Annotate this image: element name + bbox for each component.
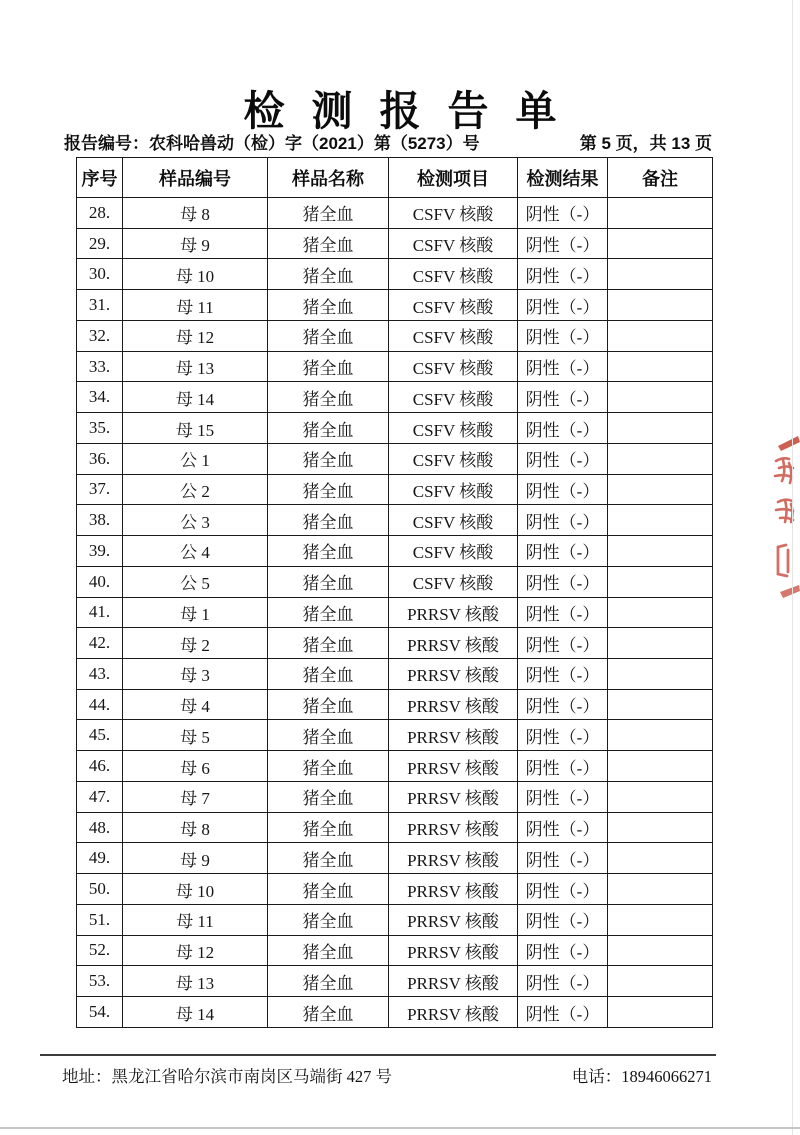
table-cell-sample-name: 猪全血 (268, 874, 389, 905)
column-header-index: 序号 (77, 158, 123, 198)
table-cell-remark (608, 382, 713, 413)
pagination: 第 5 页，共 13 页 (579, 134, 712, 153)
table-cell-index: 51. (77, 904, 123, 935)
table-row (77, 597, 713, 628)
table-cell-sample-id: 母 11 (123, 904, 268, 935)
table-cell-sample-name: 猪全血 (268, 536, 389, 567)
table-cell-remark (608, 536, 713, 567)
table-cell-test-result: 阴性（-） (518, 413, 608, 444)
table-cell-test-item: PRRSV 核酸 (389, 966, 518, 997)
table-cell-sample-name: 猪全血 (268, 413, 389, 444)
table-row (77, 904, 713, 935)
table-cell-sample-name: 猪全血 (268, 751, 389, 782)
table-cell-test-result: 阴性（-） (518, 812, 608, 843)
table-cell-index: 31. (77, 290, 123, 321)
table-row (77, 751, 713, 782)
table-cell-remark (608, 259, 713, 290)
table-cell-remark (608, 720, 713, 751)
table-cell-test-item: CSFV 核酸 (389, 290, 518, 321)
table-cell-sample-id: 母 10 (123, 874, 268, 905)
table-row (77, 290, 713, 321)
table-cell-test-result: 阴性（-） (518, 751, 608, 782)
scan-edge-line-bottom (0, 1127, 800, 1129)
table-cell-test-item: CSFV 核酸 (389, 228, 518, 259)
table-cell-test-item: PRRSV 核酸 (389, 689, 518, 720)
table-cell-remark (608, 228, 713, 259)
table-cell-test-result: 阴性（-） (518, 382, 608, 413)
table-cell-remark (608, 966, 713, 997)
table-cell-index: 32. (77, 320, 123, 351)
table-cell-test-result: 阴性（-） (518, 198, 608, 229)
table-cell-sample-id: 母 10 (123, 259, 268, 290)
table-cell-sample-name: 猪全血 (268, 290, 389, 321)
table-cell-sample-name: 猪全血 (268, 320, 389, 351)
table-row (77, 351, 713, 382)
table-cell-index: 45. (77, 720, 123, 751)
table-cell-sample-id: 母 3 (123, 659, 268, 690)
table-row (77, 505, 713, 536)
table-cell-index: 54. (77, 997, 123, 1028)
table-cell-test-result: 阴性（-） (518, 443, 608, 474)
table-cell-sample-id: 母 15 (123, 413, 268, 444)
table-cell-test-result: 阴性（-） (518, 259, 608, 290)
table-row (77, 566, 713, 597)
table-row (77, 628, 713, 659)
table-cell-remark (608, 751, 713, 782)
table-cell-remark (608, 290, 713, 321)
table-cell-sample-id: 母 8 (123, 198, 268, 229)
table-cell-test-result: 阴性（-） (518, 659, 608, 690)
table-cell-remark (608, 628, 713, 659)
table-cell-sample-name: 猪全血 (268, 904, 389, 935)
table-row (77, 997, 713, 1028)
table-cell-sample-name: 猪全血 (268, 843, 389, 874)
table-cell-remark (608, 997, 713, 1028)
table-row (77, 966, 713, 997)
table-cell-sample-id: 公 3 (123, 505, 268, 536)
table-cell-test-item: PRRSV 核酸 (389, 843, 518, 874)
table-cell-remark (608, 812, 713, 843)
table-row (77, 536, 713, 567)
table-cell-index: 30. (77, 259, 123, 290)
table-cell-remark (608, 413, 713, 444)
table-cell-sample-id: 母 5 (123, 720, 268, 751)
table-row (77, 843, 713, 874)
table-cell-sample-name: 猪全血 (268, 597, 389, 628)
table-cell-test-item: PRRSV 核酸 (389, 997, 518, 1028)
table-cell-remark (608, 320, 713, 351)
table-header (77, 158, 713, 198)
table-cell-remark (608, 904, 713, 935)
table-cell-test-item: PRRSV 核酸 (389, 628, 518, 659)
table-cell-sample-id: 母 9 (123, 228, 268, 259)
table-cell-index: 53. (77, 966, 123, 997)
table-cell-index: 47. (77, 781, 123, 812)
table-cell-test-item: CSFV 核酸 (389, 198, 518, 229)
table-cell-sample-name: 猪全血 (268, 474, 389, 505)
table-cell-test-item: PRRSV 核酸 (389, 812, 518, 843)
table-cell-test-item: PRRSV 核酸 (389, 720, 518, 751)
table-cell-sample-name: 猪全血 (268, 351, 389, 382)
table-cell-sample-id: 母 12 (123, 935, 268, 966)
table-cell-test-result: 阴性（-） (518, 935, 608, 966)
table-row (77, 720, 713, 751)
table-cell-sample-id: 公 1 (123, 443, 268, 474)
table-cell-test-result: 阴性（-） (518, 536, 608, 567)
table-cell-test-result: 阴性（-） (518, 320, 608, 351)
table-cell-sample-id: 母 13 (123, 351, 268, 382)
table-row (77, 812, 713, 843)
table-row (77, 689, 713, 720)
table-cell-test-result: 阴性（-） (518, 474, 608, 505)
red-seal-strokes (766, 430, 800, 605)
column-header-sample-id: 样品编号 (123, 158, 268, 198)
table-cell-sample-name: 猪全血 (268, 228, 389, 259)
table-cell-test-item: CSFV 核酸 (389, 536, 518, 567)
table-cell-index: 50. (77, 874, 123, 905)
table-cell-sample-id: 母 12 (123, 320, 268, 351)
table-cell-test-result: 阴性（-） (518, 228, 608, 259)
table-cell-sample-id: 母 11 (123, 290, 268, 321)
table-cell-sample-id: 母 2 (123, 628, 268, 659)
column-header-test-item: 检测项目 (389, 158, 518, 198)
table-cell-test-result: 阴性（-） (518, 781, 608, 812)
table-cell-test-result: 阴性（-） (518, 720, 608, 751)
table-cell-test-result: 阴性（-） (518, 566, 608, 597)
table-cell-test-result: 阴性（-） (518, 290, 608, 321)
table-cell-remark (608, 874, 713, 905)
table-cell-sample-id: 母 6 (123, 751, 268, 782)
table-row (77, 781, 713, 812)
table-cell-index: 40. (77, 566, 123, 597)
table-cell-index: 28. (77, 198, 123, 229)
table-cell-remark (608, 935, 713, 966)
table-cell-test-result: 阴性（-） (518, 874, 608, 905)
table-cell-index: 44. (77, 689, 123, 720)
table-cell-index: 49. (77, 843, 123, 874)
table-row (77, 259, 713, 290)
table-cell-index: 36. (77, 443, 123, 474)
table-cell-test-item: PRRSV 核酸 (389, 904, 518, 935)
table-cell-test-item: CSFV 核酸 (389, 259, 518, 290)
table-cell-sample-id: 母 14 (123, 997, 268, 1028)
table-cell-test-result: 阴性（-） (518, 628, 608, 659)
table-cell-sample-name: 猪全血 (268, 812, 389, 843)
table-cell-sample-name: 猪全血 (268, 628, 389, 659)
table-cell-sample-name: 猪全血 (268, 198, 389, 229)
table-row (77, 413, 713, 444)
table-body (77, 198, 713, 1028)
table-cell-test-item: PRRSV 核酸 (389, 935, 518, 966)
table-row (77, 320, 713, 351)
table-cell-sample-id: 母 4 (123, 689, 268, 720)
table-cell-test-result: 阴性（-） (518, 351, 608, 382)
red-seal-fragment (766, 430, 800, 605)
table-cell-remark (608, 198, 713, 229)
table-cell-sample-name: 猪全血 (268, 259, 389, 290)
table-cell-sample-id: 公 2 (123, 474, 268, 505)
table-cell-test-result: 阴性（-） (518, 689, 608, 720)
table-cell-test-item: PRRSV 核酸 (389, 751, 518, 782)
footer-divider (40, 1054, 716, 1056)
table-row (77, 935, 713, 966)
table-cell-index: 43. (77, 659, 123, 690)
column-header-sample-name: 样品名称 (268, 158, 389, 198)
table-cell-test-item: CSFV 核酸 (389, 474, 518, 505)
table-cell-index: 37. (77, 474, 123, 505)
table-cell-test-result: 阴性（-） (518, 904, 608, 935)
table-cell-sample-id: 母 13 (123, 966, 268, 997)
table-cell-sample-id: 母 14 (123, 382, 268, 413)
scan-edge-line-right (792, 0, 793, 1135)
table-cell-sample-name: 猪全血 (268, 966, 389, 997)
table-cell-remark (608, 781, 713, 812)
table-cell-sample-name: 猪全血 (268, 935, 389, 966)
column-header-test-result: 检测结果 (518, 158, 608, 198)
table-cell-remark (608, 843, 713, 874)
table-header-row (77, 158, 713, 198)
table-cell-sample-id: 公 4 (123, 536, 268, 567)
table-cell-test-item: CSFV 核酸 (389, 382, 518, 413)
table-cell-remark (608, 659, 713, 690)
table-cell-index: 33. (77, 351, 123, 382)
table-cell-sample-name: 猪全血 (268, 659, 389, 690)
table-cell-sample-name: 猪全血 (268, 997, 389, 1028)
table-cell-test-item: CSFV 核酸 (389, 413, 518, 444)
table-cell-sample-name: 猪全血 (268, 781, 389, 812)
table-row (77, 659, 713, 690)
table-cell-remark (608, 566, 713, 597)
table-row (77, 874, 713, 905)
table-cell-sample-id: 母 1 (123, 597, 268, 628)
meta-row (64, 129, 712, 154)
table-cell-sample-name: 猪全血 (268, 566, 389, 597)
footer-phone: 电话：18946066271 (571, 1067, 712, 1086)
footer-row (62, 1063, 712, 1087)
table-row (77, 474, 713, 505)
table-cell-test-item: PRRSV 核酸 (389, 874, 518, 905)
table-cell-test-item: PRRSV 核酸 (389, 597, 518, 628)
table-cell-test-result: 阴性（-） (518, 966, 608, 997)
table-cell-index: 48. (77, 812, 123, 843)
table-row (77, 382, 713, 413)
report-number: 报告编号：农科哈兽动（检）字（2021）第（5273）号 (64, 134, 480, 153)
table-row (77, 228, 713, 259)
table-cell-remark (608, 443, 713, 474)
table-row (77, 443, 713, 474)
table-cell-sample-id: 母 8 (123, 812, 268, 843)
table-cell-test-item: CSFV 核酸 (389, 566, 518, 597)
table-cell-sample-name: 猪全血 (268, 443, 389, 474)
table-cell-index: 39. (77, 536, 123, 567)
table-cell-index: 41. (77, 597, 123, 628)
table-cell-remark (608, 597, 713, 628)
table-cell-test-result: 阴性（-） (518, 597, 608, 628)
footer-address: 地址：黑龙江省哈尔滨市南岗区马端街 427 号 (62, 1067, 392, 1086)
table-cell-sample-name: 猪全血 (268, 382, 389, 413)
results-table (76, 157, 713, 1028)
column-header-remark: 备注 (608, 158, 713, 198)
table-cell-index: 46. (77, 751, 123, 782)
table-cell-test-item: PRRSV 核酸 (389, 659, 518, 690)
table-cell-index: 34. (77, 382, 123, 413)
table-cell-sample-id: 公 5 (123, 566, 268, 597)
table-cell-test-item: CSFV 核酸 (389, 351, 518, 382)
table-cell-sample-id: 母 9 (123, 843, 268, 874)
table-cell-sample-name: 猪全血 (268, 720, 389, 751)
table-cell-index: 38. (77, 505, 123, 536)
table-cell-sample-name: 猪全血 (268, 505, 389, 536)
table-cell-test-item: PRRSV 核酸 (389, 781, 518, 812)
table-cell-index: 29. (77, 228, 123, 259)
table-cell-remark (608, 689, 713, 720)
table-cell-remark (608, 351, 713, 382)
table-cell-remark (608, 474, 713, 505)
table-cell-test-item: CSFV 核酸 (389, 320, 518, 351)
table-cell-test-item: CSFV 核酸 (389, 443, 518, 474)
page-title: 检测报告单 (243, 88, 584, 134)
table-cell-test-result: 阴性（-） (518, 843, 608, 874)
table-cell-sample-id: 母 7 (123, 781, 268, 812)
table-cell-sample-name: 猪全血 (268, 689, 389, 720)
table-cell-index: 42. (77, 628, 123, 659)
table-cell-test-result: 阴性（-） (518, 505, 608, 536)
table-cell-test-result: 阴性（-） (518, 997, 608, 1028)
table-row (77, 198, 713, 229)
results-table-wrap (76, 157, 712, 1028)
table-cell-remark (608, 505, 713, 536)
table-cell-index: 52. (77, 935, 123, 966)
table-cell-index: 35. (77, 413, 123, 444)
table-cell-test-item: CSFV 核酸 (389, 505, 518, 536)
